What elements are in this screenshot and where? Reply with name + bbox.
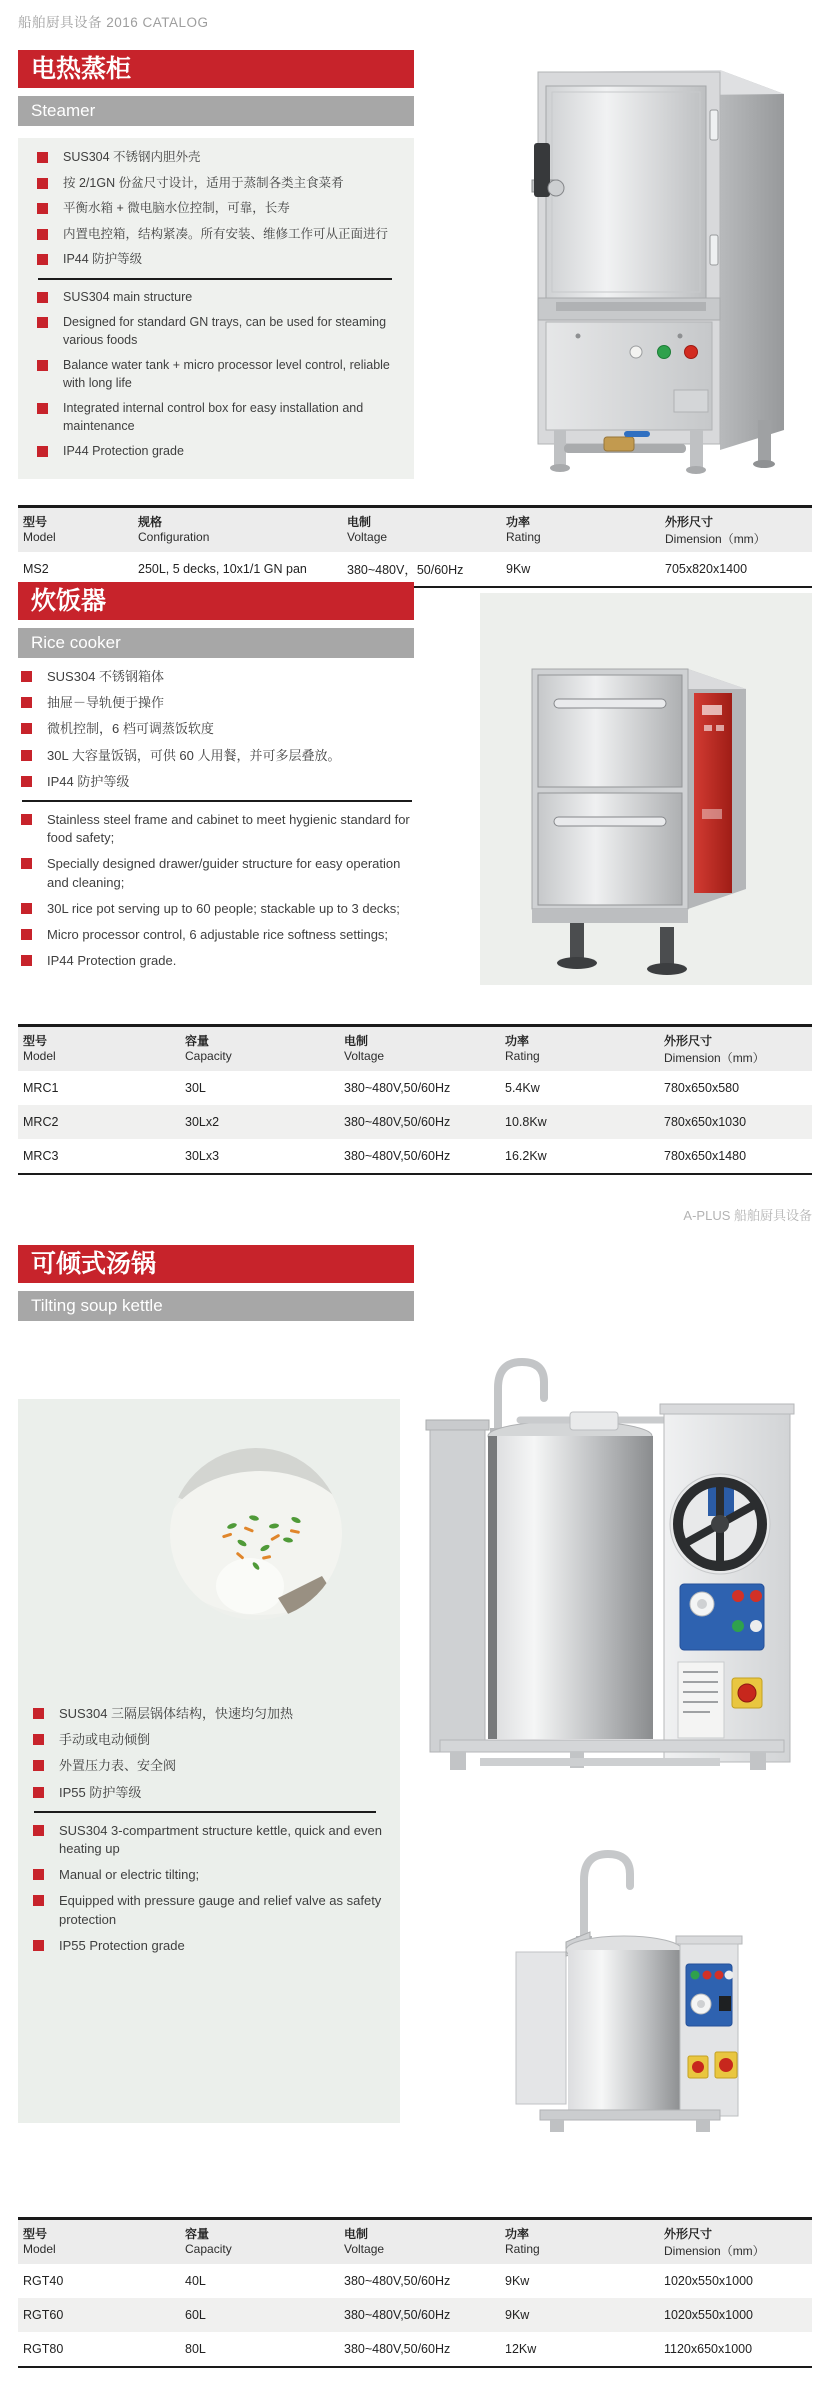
soup-kettle-title-cn: 可倾式汤锅 xyxy=(18,1245,414,1283)
steamer-bullets-cn xyxy=(34,149,398,269)
cell-rating: 5.4Kw xyxy=(505,1081,540,1095)
bullet-square-icon xyxy=(21,858,32,869)
soup-kettle-feature-panel xyxy=(18,1399,400,2123)
cell-capacity: 80L xyxy=(185,2342,206,2356)
bullet-text: Equipped with pressure gauge and relief valve as safety protection xyxy=(59,1893,382,1927)
cell-voltage: 380~480V,50/60Hz xyxy=(344,1115,451,1129)
header-label-en: Rating xyxy=(505,1049,540,1063)
brand-note: A-PLUS 船舶厨具设备 xyxy=(683,1208,812,1223)
header-label-cn: 电制 xyxy=(347,515,372,529)
bullet-square-icon xyxy=(21,776,32,787)
table-row xyxy=(18,2332,812,2366)
bullet-square-icon xyxy=(21,903,32,914)
rice-cooker-title-en: Rice cooker xyxy=(18,628,414,658)
bullet-item xyxy=(18,694,418,712)
bullet-text: 内置电控箱，结构紧凑。所有安装、维修工作可从正面进行 xyxy=(63,226,389,241)
steamer-product-photo xyxy=(428,30,820,482)
rice-cooker-title-cn: 炊饭器 xyxy=(18,582,414,620)
congee-circle-photo xyxy=(170,1448,342,1620)
header-label-cn: 功率 xyxy=(505,1034,530,1048)
bullet-text: 按 2/1GN 份盆尺寸设计，适用于蒸制各类主食菜肴 xyxy=(63,175,344,190)
table-header-cell xyxy=(180,1031,339,1067)
cell-voltage: 380~480V,50/60Hz xyxy=(344,2308,451,2322)
steamer-feature-panel xyxy=(18,138,414,479)
bullet-square-icon xyxy=(37,178,48,189)
section-divider xyxy=(38,278,392,280)
header-label-en: Voltage xyxy=(344,2242,385,2256)
bullet-square-icon xyxy=(37,203,48,214)
bullet-item xyxy=(30,1822,382,1858)
bullet-item xyxy=(30,1731,382,1749)
bullet-item xyxy=(34,357,398,392)
bullet-text: IP44 防护等级 xyxy=(63,252,143,266)
rice-cooker-bullets-cn xyxy=(18,668,418,791)
cell-dimension: 780x650x580 xyxy=(664,1081,740,1095)
rice-cooker-product-photo xyxy=(480,593,812,985)
bullet-square-icon xyxy=(21,814,32,825)
bullet-square-icon xyxy=(37,229,48,240)
bullet-text: Stainless steel frame and cabinet to meet hygienic standard for food safety; xyxy=(47,811,410,846)
bullet-text: Designed for standard GN trays, can be used for steaming various foods xyxy=(63,315,387,347)
table-header-cell xyxy=(660,512,812,548)
table-row xyxy=(18,1139,812,1173)
bullet-square-icon xyxy=(37,317,48,328)
bullet-text: 平衡水箱 + 微电脑水位控制，可靠，长寿 xyxy=(63,201,290,215)
table-header-cell xyxy=(18,1031,180,1067)
table-body xyxy=(18,1071,812,1173)
steamer-spec-table xyxy=(18,505,812,588)
bullet-square-icon xyxy=(21,955,32,966)
cell-capacity: 30Lx2 xyxy=(185,1115,220,1129)
soup-kettle-title-en: Tilting soup kettle xyxy=(18,1291,414,1321)
cell-capacity: 40L xyxy=(185,2274,206,2288)
bullet-item xyxy=(34,226,398,244)
bullet-square-icon xyxy=(37,292,48,303)
cell-rating: 16.2Kw xyxy=(505,1149,547,1163)
header-label-cn: 外形尺寸 xyxy=(664,2227,713,2241)
bullet-square-icon xyxy=(33,1869,44,1880)
header-label-en: Rating xyxy=(506,530,541,544)
cell-dimension: 780x650x1030 xyxy=(664,1115,747,1129)
header-label-en: Configuration xyxy=(138,530,210,544)
table-header-cell xyxy=(342,512,501,548)
header-label-cn: 电制 xyxy=(344,1034,369,1048)
cell-rating: 10.8Kw xyxy=(505,1115,547,1129)
cell-model: MS2 xyxy=(23,562,49,576)
bullet-item xyxy=(30,1784,382,1802)
steamer-bullets-en xyxy=(34,289,398,461)
header-label-cn: 外形尺寸 xyxy=(665,515,714,529)
bullet-item xyxy=(34,200,398,218)
cell-model: RGT60 xyxy=(23,2308,64,2322)
table-header-cell xyxy=(133,512,342,548)
bullet-item xyxy=(34,314,398,349)
cell-capacity: 30Lx3 xyxy=(185,1149,220,1163)
bullet-item xyxy=(18,855,418,891)
header-label-cn: 电制 xyxy=(344,2227,369,2241)
rice-cooker-bullets-en xyxy=(18,811,418,970)
bullet-square-icon xyxy=(21,723,32,734)
bullet-text: IP55 Protection grade xyxy=(59,1937,185,1953)
bullet-square-icon xyxy=(21,929,32,940)
soup-kettle-bullets-en xyxy=(30,1822,382,1955)
header-label-cn: 外形尺寸 xyxy=(664,1034,713,1048)
bullet-text: IP44 Protection grade. xyxy=(47,953,177,969)
bullet-text: Specially designed drawer/guider structure for easy operation and cleaning; xyxy=(47,856,401,890)
cell-rating: 9Kw xyxy=(505,2308,530,2322)
bullet-text: Balance water tank + micro processor level control, reliable with long life xyxy=(63,358,390,390)
table-body xyxy=(18,552,812,586)
cell-voltage: 380~480V，50/60Hz xyxy=(347,563,464,577)
table-row xyxy=(18,552,812,586)
cell-voltage: 380~480V,50/60Hz xyxy=(344,2274,451,2288)
table-header-cell xyxy=(339,1031,500,1067)
bullet-square-icon xyxy=(33,1940,44,1951)
table-header-cell xyxy=(18,512,133,548)
header-label-cn: 型号 xyxy=(23,515,48,529)
bullet-text: 30L rice pot serving up to 60 people; stackable up to 3 decks; xyxy=(47,900,400,916)
bullet-square-icon xyxy=(33,1734,44,1745)
bullet-text: SUS304 不锈钢箱体 xyxy=(47,669,165,684)
cell-dimension: 1020x550x1000 xyxy=(664,2308,753,2322)
bullet-square-icon xyxy=(37,446,48,457)
bullet-item xyxy=(34,289,398,307)
cell-dimension: 1020x550x1000 xyxy=(664,2274,753,2288)
header-label-en: Model xyxy=(23,2242,56,2256)
steamer-title-cn: 电热蒸柜 xyxy=(18,50,414,88)
cell-dimension: 780x650x1480 xyxy=(664,1149,747,1163)
bullet-item xyxy=(18,952,418,970)
header-label-cn: 功率 xyxy=(506,515,531,529)
cell-dimension: 1120x650x1000 xyxy=(664,2342,753,2356)
table-header-cell xyxy=(501,512,660,548)
table-header-row xyxy=(18,2220,812,2264)
table-header-cell xyxy=(500,2224,659,2260)
bullet-square-icon xyxy=(37,152,48,163)
page-header: 船舶厨具设备 2016 CATALOG xyxy=(18,15,209,30)
header-label-cn: 规格 xyxy=(138,515,163,529)
bullet-text: SUS304 三隔层锅体结构，快速均匀加热 xyxy=(59,1706,294,1721)
bullet-square-icon xyxy=(21,697,32,708)
header-label-en: Rating xyxy=(505,2242,540,2256)
header-label-en: Voltage xyxy=(344,1049,385,1063)
bullet-item xyxy=(18,773,418,791)
cell-capacity: 60L xyxy=(185,2308,206,2322)
steamer-title-en: Steamer xyxy=(18,96,414,126)
table-row xyxy=(18,2264,812,2298)
section-divider xyxy=(34,1811,376,1813)
table-header-cell xyxy=(339,2224,500,2260)
table-header-cell xyxy=(180,2224,339,2260)
header-label-en: Dimension（mm） xyxy=(664,1051,765,1065)
table-header-row xyxy=(18,508,812,552)
header-label-cn: 型号 xyxy=(23,2227,48,2241)
cell-voltage: 380~480V,50/60Hz xyxy=(344,2342,451,2356)
bullet-text: Manual or electric tilting; xyxy=(59,1867,200,1883)
cell-model: MRC3 xyxy=(23,1149,59,1163)
bullet-square-icon xyxy=(33,1825,44,1836)
bullet-item xyxy=(18,668,418,686)
bullet-item xyxy=(30,1757,382,1775)
bullet-square-icon xyxy=(37,254,48,265)
cell-configuration: 250L, 5 decks, 10x1/1 GN pan xyxy=(138,562,307,576)
table-header-cell xyxy=(659,2224,812,2260)
header-label-cn: 功率 xyxy=(505,2227,530,2241)
bullet-item xyxy=(34,251,398,269)
bullet-square-icon xyxy=(33,1708,44,1719)
table-header-cell xyxy=(18,2224,180,2260)
cell-capacity: 30L xyxy=(185,1081,206,1095)
soup-kettle-product-photo-1 xyxy=(420,1332,800,1777)
bullet-text: 微机控制，6 档可调蒸饭软度 xyxy=(47,721,214,737)
bullet-item xyxy=(18,900,418,918)
cell-model: RGT40 xyxy=(23,2274,64,2288)
bullet-square-icon xyxy=(33,1787,44,1798)
header-label-cn: 容量 xyxy=(185,1034,210,1048)
rice-cooker-photo-background xyxy=(480,593,812,985)
header-label-en: Model xyxy=(23,530,56,544)
bullet-text: 手动或电动倾倒 xyxy=(59,1732,151,1748)
bullet-text: 30L 大容量饭锅，可供 60 人用餐，并可多层叠放。 xyxy=(47,747,341,763)
bullet-square-icon xyxy=(37,360,48,371)
bullet-square-icon xyxy=(33,1760,44,1771)
soup-kettle-bullets-cn xyxy=(30,1705,382,1802)
bullet-text: SUS304 3-compartment structure kettle, quick and even heating up xyxy=(59,1822,382,1856)
bullet-square-icon xyxy=(37,403,48,414)
header-label-cn: 容量 xyxy=(185,2227,210,2241)
bullet-item xyxy=(18,811,418,847)
cell-model: RGT80 xyxy=(23,2342,64,2356)
bullet-item xyxy=(34,149,398,167)
soup-kettle-spec-table xyxy=(18,2217,812,2368)
bullet-item xyxy=(18,720,418,738)
bullet-item xyxy=(30,1705,382,1723)
soup-kettle-product-photo-2 xyxy=(488,1822,758,2135)
bullet-text: IP44 Protection grade xyxy=(63,444,184,458)
header-label-en: Voltage xyxy=(347,530,388,544)
rice-cooker-spec-table xyxy=(18,1024,812,1175)
bullet-item xyxy=(34,443,398,461)
header-label-en: Capacity xyxy=(185,1049,232,1063)
bullet-item xyxy=(18,747,418,765)
cell-model: MRC1 xyxy=(23,1081,59,1095)
bullet-text: IP44 防护等级 xyxy=(47,773,130,789)
rice-cooker-feature-block xyxy=(18,668,418,970)
table-body xyxy=(18,2264,812,2366)
table-row xyxy=(18,1105,812,1139)
bullet-square-icon xyxy=(21,750,32,761)
bullet-text: Integrated internal control box for easy installation and maintenance xyxy=(63,401,364,433)
bullet-text: 抽屉－导轨便于操作 xyxy=(47,695,165,711)
cell-rating: 9Kw xyxy=(505,2274,530,2288)
cell-voltage: 380~480V,50/60Hz xyxy=(344,1149,451,1163)
bullet-text: SUS304 main structure xyxy=(63,289,193,304)
soup-kettle-bullets-block xyxy=(30,1705,382,1955)
bullet-item xyxy=(30,1937,382,1955)
bullet-item xyxy=(34,175,398,193)
section-divider xyxy=(22,800,412,802)
bullet-square-icon xyxy=(21,671,32,682)
bullet-item xyxy=(30,1866,382,1884)
bullet-item xyxy=(18,926,418,944)
header-label-en: Dimension（mm） xyxy=(665,532,766,546)
bullet-text: Micro processor control, 6 adjustable rice softness settings; xyxy=(47,926,389,942)
bullet-item xyxy=(30,1892,382,1928)
cell-rating: 12Kw xyxy=(505,2342,537,2356)
bullet-text: 外置压力表、安全阀 xyxy=(59,1758,177,1774)
bullet-text: IP55 防护等级 xyxy=(59,1784,142,1800)
bullet-item xyxy=(34,400,398,435)
bullet-text: SUS304 不锈钢内胆外壳 xyxy=(63,150,201,164)
header-label-en: Model xyxy=(23,1049,56,1063)
cell-model: MRC2 xyxy=(23,1115,59,1129)
cell-rating: 9Kw xyxy=(506,562,531,576)
table-header-cell xyxy=(659,1031,812,1067)
table-header-row xyxy=(18,1027,812,1071)
cell-voltage: 380~480V,50/60Hz xyxy=(344,1081,451,1095)
table-header-cell xyxy=(500,1031,659,1067)
header-label-en: Capacity xyxy=(185,2242,232,2256)
header-label-cn: 型号 xyxy=(23,1034,48,1048)
bullet-square-icon xyxy=(33,1895,44,1906)
table-row xyxy=(18,2298,812,2332)
table-row xyxy=(18,1071,812,1105)
header-label-en: Dimension（mm） xyxy=(664,2244,765,2258)
cell-dimension: 705x820x1400 xyxy=(665,562,748,576)
